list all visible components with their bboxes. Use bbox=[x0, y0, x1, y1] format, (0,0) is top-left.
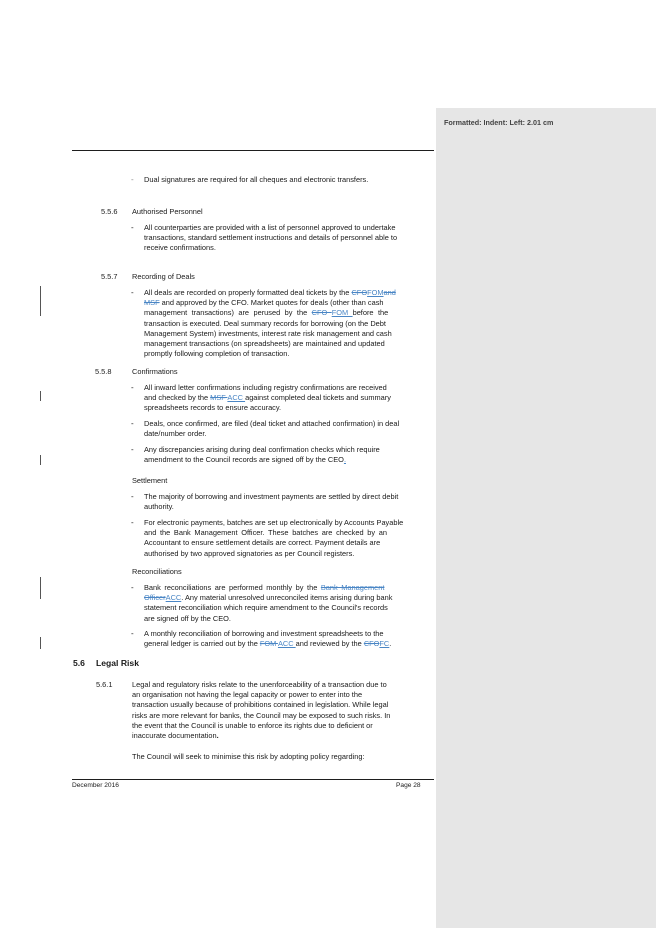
text-line bbox=[144, 298, 431, 308]
section-title: Confirmations bbox=[132, 367, 178, 376]
text-line: All inward letter confirmations including registry confirmations are received bbox=[144, 383, 387, 392]
format-balloon: Formatted: Indent: Left: 2.01 cm bbox=[444, 118, 554, 127]
section-number: 5.5.6 bbox=[101, 207, 118, 216]
text-line: Accountant to ensure settlement details are correct. Payment details are bbox=[144, 538, 381, 548]
bullet-marker: - bbox=[131, 383, 134, 392]
text-run: All deals are recorded on properly formatted deal tickets by the bbox=[144, 288, 352, 297]
text-run: before the bbox=[352, 308, 389, 318]
text-line: authority. bbox=[144, 502, 174, 512]
text-line bbox=[144, 308, 431, 318]
bullet-marker: - bbox=[131, 445, 134, 454]
tracked-insertion: FC bbox=[379, 639, 390, 649]
text-line: A monthly reconciliation of borrowing and investment spreadsheets to the bbox=[144, 629, 384, 638]
text-line: All counterparties are provided with a list of personnel approved to undertake bbox=[144, 223, 396, 232]
text-line bbox=[144, 455, 431, 465]
footer-page-number: Page 28 bbox=[396, 782, 421, 789]
comment-pane bbox=[436, 108, 656, 928]
text-line: Management System) investments, interest rate risk management and cash bbox=[144, 328, 392, 338]
section-number: 5.5.7 bbox=[101, 272, 118, 281]
text-run: and reviewed by the bbox=[295, 639, 364, 649]
text-line: and the Bank Management Officer. These batches are checked by an bbox=[144, 528, 387, 538]
text-line: The majority of borrowing and investment payments are settled by direct debit bbox=[144, 492, 399, 501]
bullet-marker: - bbox=[131, 583, 134, 592]
subheading-reconciliations: Reconciliations bbox=[132, 567, 182, 576]
tracked-insertion: FOM bbox=[367, 288, 384, 297]
tracked-deletion: Bank Management bbox=[320, 583, 385, 592]
tracked-deletion: and bbox=[383, 288, 396, 297]
text-run: inaccurate documentation bbox=[132, 731, 217, 741]
change-bar bbox=[40, 577, 41, 599]
text-line: the event that the Council is unable to enforce its rights due to deficient or bbox=[132, 720, 373, 730]
bullet-marker: - bbox=[131, 223, 134, 232]
text-line bbox=[144, 639, 431, 649]
bullet-direct-debit bbox=[144, 492, 431, 512]
text-line bbox=[144, 393, 431, 403]
tracked-insertion: ACC bbox=[277, 639, 296, 649]
bullet-marker: - bbox=[131, 175, 134, 184]
bullet-bank-reconciliations bbox=[144, 583, 431, 624]
text-run: amendment to the Council records are signed off by the CEO bbox=[144, 455, 344, 465]
footer-rule bbox=[72, 779, 434, 780]
change-bar bbox=[40, 455, 41, 465]
change-bar bbox=[40, 391, 41, 401]
bullet-dual-signatures: Dual signatures are required for all cheques and electronic transfers. bbox=[144, 175, 369, 184]
text-line: Legal and regulatory risks relate to the unenforceability of a transaction due to bbox=[132, 680, 387, 689]
bullet-marker: - bbox=[131, 518, 134, 527]
text-line: management transactions (on spreadsheets) are maintained and updated bbox=[144, 339, 385, 349]
text-line: risks are more relevant for banks, the Council may be exposed to such risks. In bbox=[132, 710, 391, 720]
section-title: Authorised Personnel bbox=[132, 207, 203, 216]
tracked-insertion: ACC bbox=[165, 593, 182, 603]
section-number: 5.5.8 bbox=[95, 367, 112, 376]
section-heading-number: 5.6 bbox=[73, 658, 85, 668]
tracked-deletion: Officer bbox=[144, 593, 166, 603]
bullet-authorised-personnel bbox=[144, 223, 431, 254]
text-run: and checked by the bbox=[144, 393, 211, 403]
text-line: receive confirmations. bbox=[144, 243, 216, 253]
text-run: . Any material unresolved unreconciled items arising during bank bbox=[181, 593, 393, 603]
tracked-deletion: CFO bbox=[311, 308, 332, 318]
section-title: Recording of Deals bbox=[132, 272, 195, 281]
text-line bbox=[144, 593, 431, 603]
change-bar bbox=[40, 286, 41, 316]
legal-risk-paragraph bbox=[132, 680, 432, 741]
text-line: statement reconciliation which require amendment to the Council's records bbox=[144, 603, 388, 613]
tracked-deletion: FOM bbox=[259, 639, 278, 649]
bullet-deals-filed bbox=[144, 419, 431, 439]
text-line bbox=[132, 731, 432, 741]
bullet-discrepancies bbox=[144, 445, 431, 465]
bullet-inward-confirmations bbox=[144, 383, 431, 414]
paragraph-number: 5.6.1 bbox=[96, 680, 113, 689]
text-line: transactions, standard settlement instructions and details of personnel able to bbox=[144, 233, 398, 243]
bullet-marker: - bbox=[131, 492, 134, 501]
text-run: against completed deal tickets and summary bbox=[245, 393, 391, 403]
tracked-insertion: ACC bbox=[227, 393, 246, 403]
text-run: and approved by the CFO. Market quotes for deals (other than cash bbox=[159, 298, 384, 308]
text-line: an organisation not having the legal capacity or power to enter into the bbox=[132, 690, 363, 700]
tracked-deletion: MSF bbox=[210, 393, 228, 403]
text-run: management transactions) are perused by the bbox=[144, 308, 312, 318]
text-line: authorised by two approved signatories as per Council registers. bbox=[144, 548, 355, 558]
footer-date: December 2016 bbox=[72, 782, 119, 789]
text-line: transaction is executed. Deal summary records for borrowing (on the Debt bbox=[144, 318, 386, 328]
text-line: spreadsheets records to ensure accuracy. bbox=[144, 403, 282, 413]
text-line: For electronic payments, batches are set up electronically by Accounts Payable bbox=[144, 518, 404, 527]
text-line: promptly following completion of transaction. bbox=[144, 349, 290, 359]
bullet-recording-deals bbox=[144, 288, 431, 359]
text-run: . bbox=[389, 639, 392, 649]
text-run: Bank reconciliations are performed monthly by the bbox=[144, 583, 321, 592]
text-run: general ledger is carried out by the bbox=[144, 639, 260, 649]
text-run: . bbox=[216, 731, 219, 741]
text-line: date/number order. bbox=[144, 429, 207, 439]
bullet-electronic-payments bbox=[144, 518, 431, 559]
header-rule bbox=[72, 150, 434, 151]
text-line bbox=[144, 288, 431, 298]
text-line bbox=[144, 583, 431, 593]
text-line: are signed off by the CEO. bbox=[144, 613, 231, 623]
bullet-monthly-reconciliation bbox=[144, 629, 431, 649]
subheading-settlement: Settlement bbox=[132, 476, 168, 485]
text-line: Deals, once confirmed, are filed (deal ticket and attached confirmation) in deal bbox=[144, 419, 400, 428]
tracked-deletion: CFO bbox=[363, 639, 380, 649]
legal-risk-intro: The Council will seek to minimise this risk by adopting policy regarding: bbox=[132, 752, 365, 761]
tracked-insertion: FOM bbox=[331, 308, 353, 318]
change-bar bbox=[40, 637, 41, 649]
section-heading-title: Legal Risk bbox=[96, 658, 139, 668]
tracked-deletion: MSF bbox=[144, 298, 160, 308]
bullet-marker: - bbox=[131, 419, 134, 428]
bullet-marker: - bbox=[131, 629, 134, 638]
tracked-insertion: . bbox=[343, 455, 346, 465]
tracked-deletion: CFO bbox=[351, 288, 368, 297]
text-line: transaction usually because of prohibitions contained in legislation. While legal bbox=[132, 700, 389, 710]
bullet-marker: - bbox=[131, 288, 134, 297]
text-line: Any discrepancies arising during deal confirmation checks which require bbox=[144, 445, 380, 454]
